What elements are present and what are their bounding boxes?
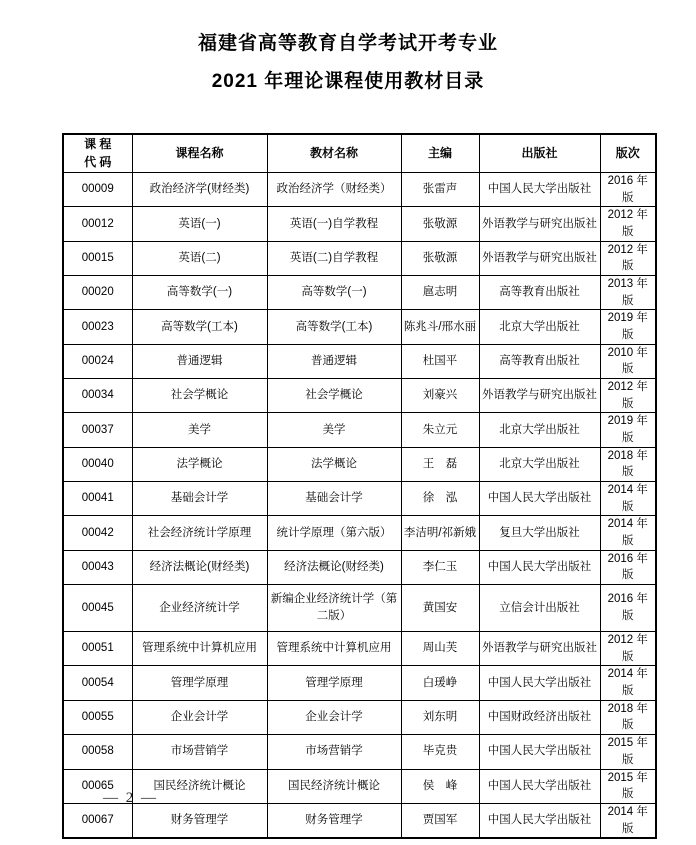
cell-course: 企业会计学 xyxy=(132,700,267,734)
cell-publisher: 中国人民大学出版社 xyxy=(479,803,600,838)
page-number: — 2 — xyxy=(103,790,158,806)
cell-editor: 李洁明/祁新娥 xyxy=(401,516,479,550)
cell-code: 00034 xyxy=(63,379,132,413)
cell-edition: 2018 年版 xyxy=(600,447,656,481)
cell-editor: 张敬源 xyxy=(401,241,479,275)
cell-course: 高等数学(工本) xyxy=(132,310,267,344)
table-row xyxy=(63,310,656,344)
cell-editor: 扈志明 xyxy=(401,276,479,310)
cell-textbook: 高等数学(工本) xyxy=(267,310,401,344)
table-row xyxy=(63,173,656,207)
cell-publisher: 中国人民大学出版社 xyxy=(479,550,600,584)
cell-edition: 2019 年版 xyxy=(600,310,656,344)
cell-publisher: 北京大学出版社 xyxy=(479,310,600,344)
cell-code: 00045 xyxy=(63,585,132,632)
cell-textbook: 英语(二)自学教程 xyxy=(267,241,401,275)
cell-code: 00043 xyxy=(63,550,132,584)
cell-publisher: 中国财政经济出版社 xyxy=(479,700,600,734)
table-row xyxy=(63,516,656,550)
cell-textbook: 普通逻辑 xyxy=(267,344,401,378)
cell-course: 企业经济统计学 xyxy=(132,585,267,632)
cell-publisher: 北京大学出版社 xyxy=(479,413,600,447)
cell-textbook: 美学 xyxy=(267,413,401,447)
cell-edition: 2010 年版 xyxy=(600,344,656,378)
cell-editor: 贾国军 xyxy=(401,803,479,838)
cell-edition: 2014 年版 xyxy=(600,482,656,516)
table-row xyxy=(63,413,656,447)
cell-course: 普通逻辑 xyxy=(132,344,267,378)
cell-edition: 2012 年版 xyxy=(600,207,656,241)
cell-course: 基础会计学 xyxy=(132,482,267,516)
cell-code: 00041 xyxy=(63,482,132,516)
cell-textbook: 经济法概论(财经类) xyxy=(267,550,401,584)
table-row xyxy=(63,735,656,769)
header-publisher: 出版社 xyxy=(479,134,600,173)
cell-course: 市场营销学 xyxy=(132,735,267,769)
textbook-catalog-table xyxy=(62,133,657,839)
cell-editor: 黄国安 xyxy=(401,585,479,632)
cell-edition: 2015 年版 xyxy=(600,769,656,803)
cell-textbook: 市场营销学 xyxy=(267,735,401,769)
cell-editor: 徐 泓 xyxy=(401,482,479,516)
cell-edition: 2014 年版 xyxy=(600,666,656,700)
cell-code: 00042 xyxy=(63,516,132,550)
cell-course: 国民经济统计概论 xyxy=(132,769,267,803)
cell-course: 财务管理学 xyxy=(132,803,267,838)
cell-textbook: 管理系统中计算机应用 xyxy=(267,632,401,666)
cell-code: 00012 xyxy=(63,207,132,241)
cell-edition: 2015 年版 xyxy=(600,735,656,769)
cell-course: 法学概论 xyxy=(132,447,267,481)
cell-publisher: 中国人民大学出版社 xyxy=(479,173,600,207)
cell-textbook: 高等数学(一) xyxy=(267,276,401,310)
cell-edition: 2013 年版 xyxy=(600,276,656,310)
cell-code: 00024 xyxy=(63,344,132,378)
cell-editor: 侯 峰 xyxy=(401,769,479,803)
cell-edition: 2016 年版 xyxy=(600,173,656,207)
cell-code: 00058 xyxy=(63,735,132,769)
table-row xyxy=(63,344,656,378)
cell-edition: 2014 年版 xyxy=(600,516,656,550)
cell-course: 经济法概论(财经类) xyxy=(132,550,267,584)
cell-textbook: 新编企业经济统计学（第二版） xyxy=(267,585,401,632)
cell-course: 管理学原理 xyxy=(132,666,267,700)
cell-course: 管理系统中计算机应用 xyxy=(132,632,267,666)
header-editor: 主编 xyxy=(401,134,479,173)
cell-course: 社会学概论 xyxy=(132,379,267,413)
table-row xyxy=(63,379,656,413)
cell-publisher: 高等教育出版社 xyxy=(479,276,600,310)
cell-edition: 2016 年版 xyxy=(600,585,656,632)
cell-edition: 2012 年版 xyxy=(600,241,656,275)
cell-publisher: 立信会计出版社 xyxy=(479,585,600,632)
cell-course: 高等数学(一) xyxy=(132,276,267,310)
table-row xyxy=(63,447,656,481)
cell-textbook: 法学概论 xyxy=(267,447,401,481)
cell-textbook: 财务管理学 xyxy=(267,803,401,838)
table-row xyxy=(63,241,656,275)
cell-code: 00020 xyxy=(63,276,132,310)
cell-editor: 白瑗峥 xyxy=(401,666,479,700)
cell-course: 美学 xyxy=(132,413,267,447)
cell-code: 00015 xyxy=(63,241,132,275)
table-body xyxy=(63,173,656,839)
table-row xyxy=(63,585,656,632)
cell-course: 政治经济学(财经类) xyxy=(132,173,267,207)
cell-publisher: 中国人民大学出版社 xyxy=(479,482,600,516)
cell-publisher: 中国人民大学出版社 xyxy=(479,769,600,803)
cell-edition: 2019 年版 xyxy=(600,413,656,447)
header-course-code-line1: 课 程 xyxy=(84,137,112,152)
cell-textbook: 英语(一)自学教程 xyxy=(267,207,401,241)
cell-textbook: 社会学概论 xyxy=(267,379,401,413)
cell-edition: 2012 年版 xyxy=(600,379,656,413)
table-row xyxy=(63,207,656,241)
cell-publisher: 外语教学与研究出版社 xyxy=(479,379,600,413)
cell-textbook: 管理学原理 xyxy=(267,666,401,700)
cell-edition: 2014 年版 xyxy=(600,803,656,838)
cell-publisher: 外语教学与研究出版社 xyxy=(479,207,600,241)
cell-edition: 2018 年版 xyxy=(600,700,656,734)
cell-editor: 王 磊 xyxy=(401,447,479,481)
cell-editor: 李仁玉 xyxy=(401,550,479,584)
table-row xyxy=(63,550,656,584)
cell-publisher: 外语教学与研究出版社 xyxy=(479,241,600,275)
table-header-row xyxy=(63,134,656,173)
table-row xyxy=(63,482,656,516)
cell-textbook: 基础会计学 xyxy=(267,482,401,516)
header-course-name: 课程名称 xyxy=(132,134,267,173)
cell-course: 英语(一) xyxy=(132,207,267,241)
cell-publisher: 高等教育出版社 xyxy=(479,344,600,378)
cell-publisher: 中国人民大学出版社 xyxy=(479,666,600,700)
header-textbook-name: 教材名称 xyxy=(267,134,401,173)
table-row xyxy=(63,666,656,700)
cell-code: 00055 xyxy=(63,700,132,734)
cell-editor: 朱立元 xyxy=(401,413,479,447)
document-title-line2: 2021 年理论课程使用教材目录 xyxy=(211,71,485,92)
cell-code: 00040 xyxy=(63,447,132,481)
cell-editor: 刘豪兴 xyxy=(401,379,479,413)
cell-code: 00051 xyxy=(63,632,132,666)
cell-textbook: 统计学原理（第六版） xyxy=(267,516,401,550)
cell-publisher: 外语教学与研究出版社 xyxy=(479,632,600,666)
cell-editor: 张雷声 xyxy=(401,173,479,207)
cell-publisher: 北京大学出版社 xyxy=(479,447,600,481)
cell-publisher: 复旦大学出版社 xyxy=(479,516,600,550)
cell-course: 英语(二) xyxy=(132,241,267,275)
cell-code: 00009 xyxy=(63,173,132,207)
document-title-line1: 福建省高等教育自学考试开考专业 xyxy=(197,33,498,54)
cell-editor: 毕克贵 xyxy=(401,735,479,769)
cell-editor: 张敬源 xyxy=(401,207,479,241)
cell-course: 社会经济统计学原理 xyxy=(132,516,267,550)
table-row xyxy=(63,803,656,838)
header-edition: 版次 xyxy=(600,134,656,173)
cell-code: 00067 xyxy=(63,803,132,838)
cell-publisher: 中国人民大学出版社 xyxy=(479,735,600,769)
table-row xyxy=(63,632,656,666)
cell-editor: 陈兆斗/邢水丽 xyxy=(401,310,479,344)
cell-code: 00037 xyxy=(63,413,132,447)
header-course-code xyxy=(63,134,132,173)
cell-edition: 2016 年版 xyxy=(600,550,656,584)
cell-textbook: 政治经济学（财经类） xyxy=(267,173,401,207)
table-row xyxy=(63,700,656,734)
cell-textbook: 企业会计学 xyxy=(267,700,401,734)
cell-code: 00065 xyxy=(63,769,132,803)
cell-code: 00023 xyxy=(63,310,132,344)
cell-editor: 周山芙 xyxy=(401,632,479,666)
header-course-code-line2: 代 码 xyxy=(84,154,112,169)
cell-code: 00054 xyxy=(63,666,132,700)
cell-editor: 刘东明 xyxy=(401,700,479,734)
table-row xyxy=(63,276,656,310)
cell-textbook: 国民经济统计概论 xyxy=(267,769,401,803)
cell-edition: 2012 年版 xyxy=(600,632,656,666)
cell-editor: 杜国平 xyxy=(401,344,479,378)
